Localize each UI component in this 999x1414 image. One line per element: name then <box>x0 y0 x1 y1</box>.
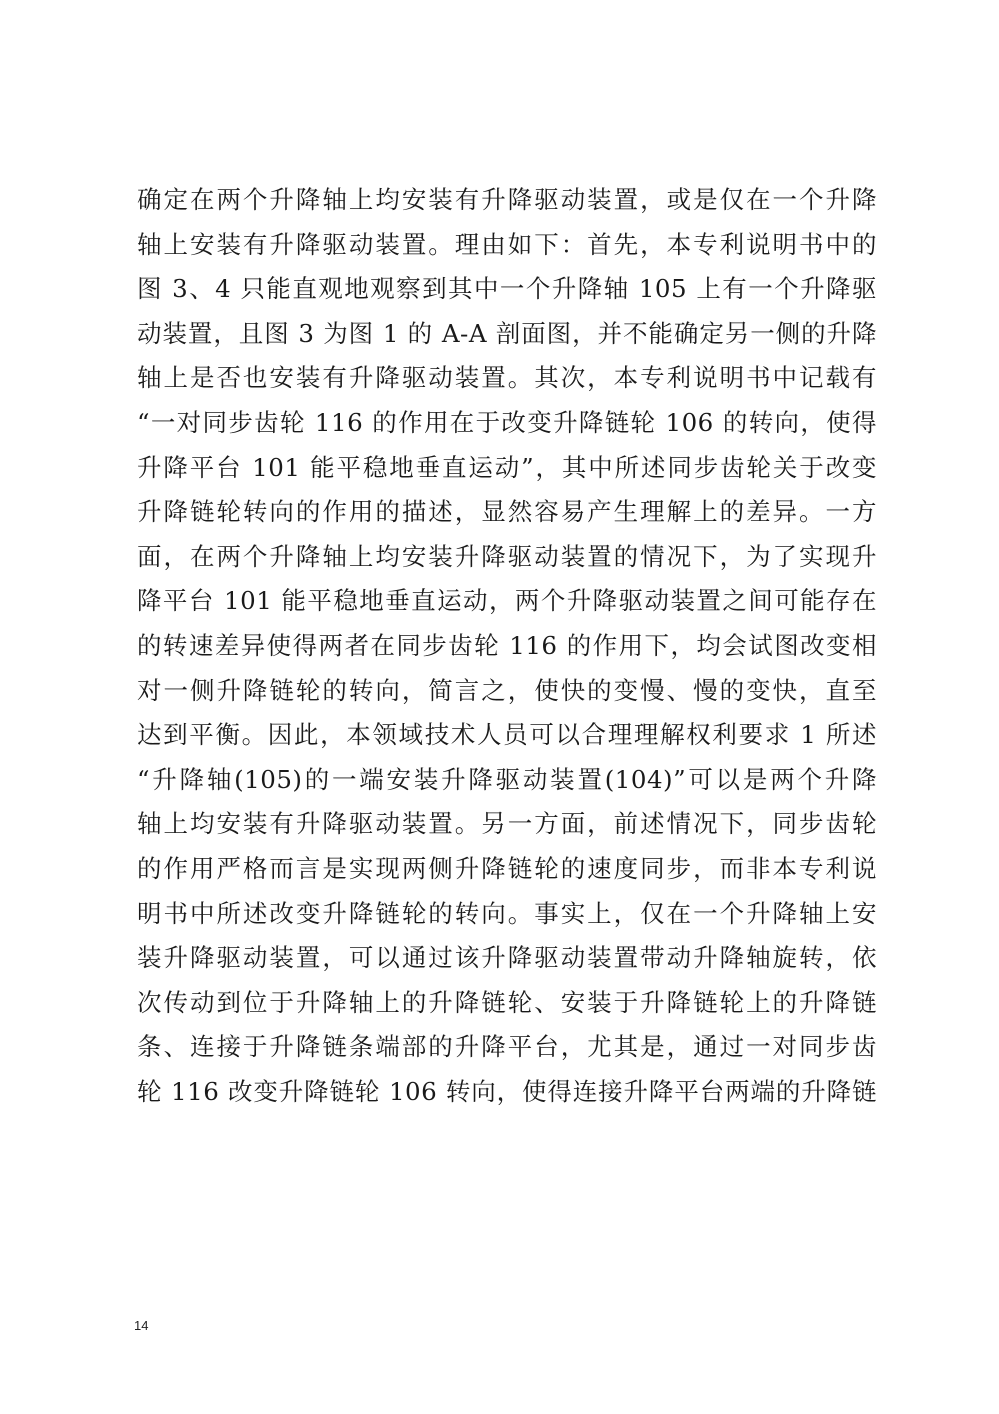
text-line: 降平台 101 能平稳地垂直运动，两个升降驱动装置之间可能存在 <box>137 586 877 616</box>
text-line: 轴上均安装有升降驱动装置。另一方面，前述情况下，同步齿轮 <box>137 809 877 839</box>
text-line: “一对同步齿轮 116 的作用在于改变升降链轮 106 的转向，使得 <box>137 407 877 437</box>
text-line: 轴上是否也安装有升降驱动装置。其次，本专利说明书中记载有 <box>137 363 877 393</box>
text-line: 动装置，且图 3 为图 1 的 A-A 剖面图，并不能确定另一侧的升降 <box>137 318 877 348</box>
text-line: 确定在两个升降轴上均安装有升降驱动装置，或是仅在一个升降 <box>137 185 877 214</box>
text-line: 面，在两个升降轴上均安装升降驱动装置的情况下，为了实现升 <box>137 541 877 571</box>
text-line: 达到平衡。因此，本领域技术人员可以合理理解权利要求 1 所述 <box>137 720 877 750</box>
text-line: “升降轴(105)的一端安装升降驱动装置(104)”可以是两个升降 <box>137 764 877 794</box>
text-line: 装升降驱动装置，可以通过该升降驱动装置带动升降轴旋转，依 <box>137 943 877 973</box>
text-line: 对一侧升降链轮的转向，简言之，使快的变慢、慢的变快，直至 <box>137 675 877 705</box>
text-line: 图 3、4 只能直观地观察到其中一个升降轴 105 上有一个升降驱 <box>137 274 877 304</box>
text-line: 明书中所述改变升降链轮的转向。事实上，仅在一个升降轴上安 <box>137 898 877 928</box>
text-line: 的转速差异使得两者在同步齿轮 116 的作用下，均会试图改变相 <box>137 630 877 660</box>
text-line: 次传动到位于升降轴上的升降链轮、安装于升降链轮上的升降链 <box>137 987 877 1017</box>
text-line: 轴上安装有升降驱动装置。理由如下：首先，本专利说明书中的 <box>137 229 877 259</box>
page-number: 14 <box>134 1318 149 1333</box>
text-line: 升降平台 101 能平稳地垂直运动”，其中所述同步齿轮关于改变 <box>137 452 877 482</box>
text-line: 轮 116 改变升降链轮 106 转向，使得连接升降平台两端的升降链 <box>137 1076 877 1106</box>
text-line: 的作用严格而言是实现两侧升降链轮的速度同步，而非本专利说 <box>137 853 877 883</box>
text-line: 升降链轮转向的作用的描述，显然容易产生理解上的差异。一方 <box>137 497 877 527</box>
text-line: 条、连接于升降链条端部的升降平台，尤其是，通过一对同步齿 <box>137 1032 877 1062</box>
body-paragraph <box>137 178 877 1114</box>
